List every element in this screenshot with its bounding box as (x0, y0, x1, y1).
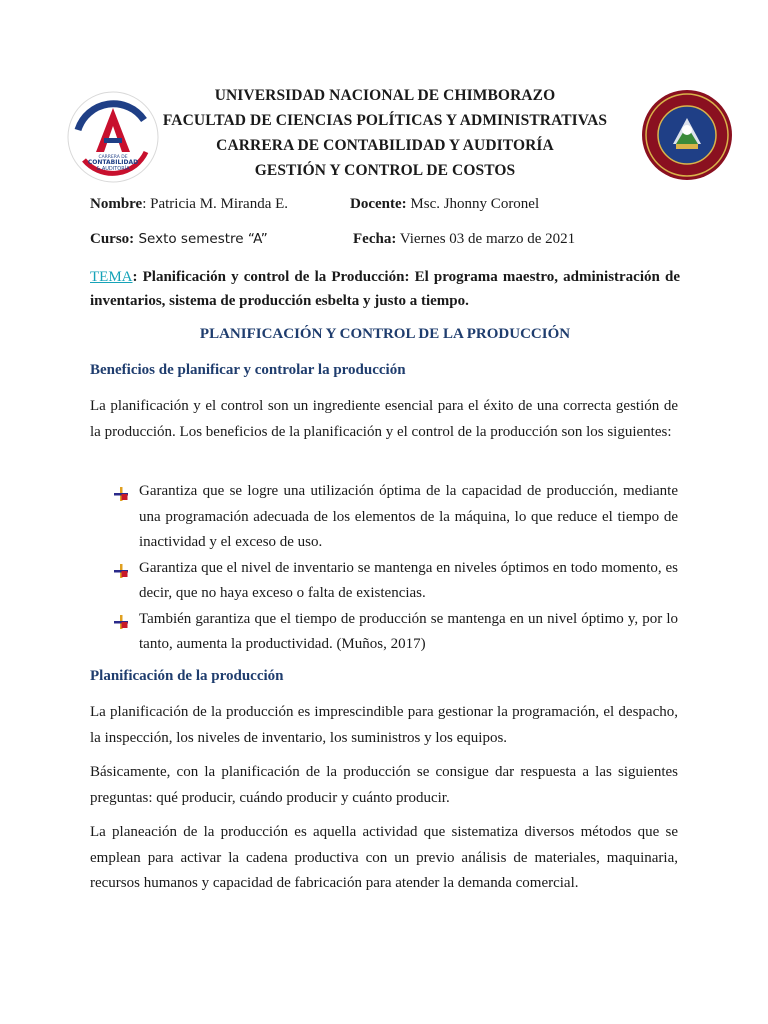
document-header (150, 83, 620, 183)
name-value: : Patricia M. Miranda E. (142, 196, 289, 212)
svg-text:& AUDITORÍA: & AUDITORÍA (96, 166, 130, 172)
list-item (112, 556, 678, 607)
career-name: CARRERA DE CONTABILIDAD Y AUDITORÍA (216, 137, 554, 154)
list-item-text: Garantiza que se logre una utilización óptima de la capacidad de producción, mediante una programación adecuada de los elementos de la máquina, lo que reduce el tiempo de inactividad y el exceso de uso. (139, 483, 678, 550)
career-logo (66, 90, 160, 184)
list-item-text: También garantiza que el tiempo de producción se mantenga en un nivel óptimo y, por lo tanto, aumenta la productividad. (Muños, 2017) (139, 610, 678, 652)
bullet-icon (114, 562, 128, 576)
name-label: Nombre (90, 196, 143, 212)
planning-paragraph-3: La planeación de la producción es aquella actividad que sistematiza diversos métodos que se emplean para activar la cadena productiva con un previo análisis de materiales, maquinaria, recursos humanos y capacidad de fabricación para atender la demanda comercial. (90, 824, 678, 891)
date-label: Fecha: (353, 231, 397, 247)
university-seal (640, 88, 734, 182)
date-value: Viernes 03 de marzo de 2021 (396, 231, 576, 247)
date-field (353, 231, 575, 248)
svg-text:CONTABILIDAD: CONTABILIDAD (87, 159, 139, 166)
benefits-heading: Beneficios de planificar y controlar la producción (90, 362, 406, 378)
benefits-intro: La planificación y el control son un ingrediente esencial para el éxito de una correcta gestión de la producción. Los beneficios de la planificación y el control de la producción son los siguientes: (90, 398, 678, 440)
topic-text: : Planificación y control de la Producción: El programa maestro, administración de inventarios, sistema de producción esbelta y justo a tiempo. (90, 269, 680, 309)
planning-heading: Planificación de la producción (90, 668, 284, 684)
planning-paragraph-1: La planificación de la producción es imprescindible para gestionar la programación, el despacho, la inspección, los niveles de inventario, los suministros y los equipos. (90, 704, 678, 746)
teacher-value: Msc. Jhonny Coronel (406, 196, 540, 212)
list-item (112, 479, 678, 556)
list-item-text: Garantiza que el nivel de inventario se mantenga en niveles óptimos en todo momento, es decir, que no haya exceso o falta de existencias. (139, 559, 678, 601)
course-label: Curso: (90, 231, 135, 247)
topic-paragraph (90, 265, 680, 313)
benefits-list (112, 479, 678, 658)
bullet-icon (114, 613, 128, 627)
svg-text:CARRERA DE: CARRERA DE (98, 155, 128, 160)
faculty-name: FACULTAD DE CIENCIAS POLÍTICAS Y ADMINISTRATIVAS (162, 112, 608, 129)
course-value: Sexto semestre “A” (134, 231, 268, 247)
course-field (90, 231, 268, 248)
course-name: GESTIÓN Y CONTROL DE COSTOS (254, 162, 516, 179)
name-field (90, 196, 288, 213)
teacher-label: Docente: (350, 196, 407, 212)
planning-paragraph-2: Básicamente, con la planificación de la producción se consigue dar respuesta a las siguientes preguntas: qué producir, cuándo producir y cuánto producir. (90, 764, 678, 806)
bullet-icon (114, 485, 128, 499)
section-title: PLANIFICACIÓN Y CONTROL DE LA PRODUCCIÓN (199, 326, 571, 342)
topic-label: TEMA (90, 269, 133, 285)
list-item (112, 607, 678, 658)
university-name: UNIVERSIDAD NACIONAL DE CHIMBORAZO (214, 87, 556, 104)
teacher-field (350, 196, 539, 213)
